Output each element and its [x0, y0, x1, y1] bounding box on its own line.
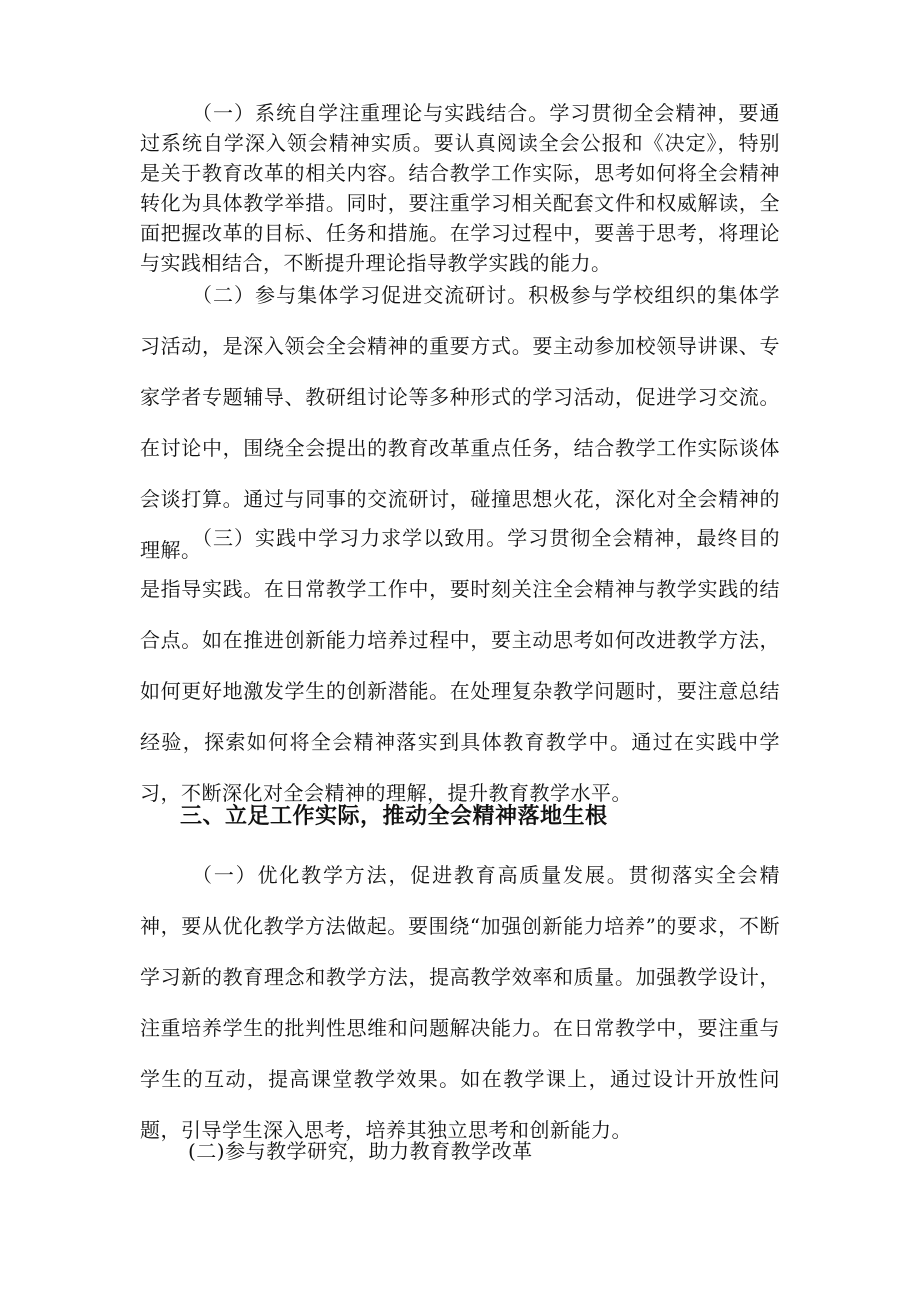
- paragraph-self-study: （一）系统自学注重理论与实践结合。学习贯彻全会精神，要通过系统自学深入领会精神实质。要认真阅读全会公报和《决定》，特别是关于教育改革的相关内容。结合教学工作实际，思考如何将全会精神转化为具体教学举措。同时，要注重学习相关配套文件和权威解读，全面把握改革的目标、任务和措施。在学习过程中，要善于思考，将理论与实践相结合，不断提升理论指导教学实践的能力。: [140, 101, 780, 275]
- paragraph-practice: （三）实践中学习力求学以致用。学习贯彻全会精神，最终目的是指导实践。在日常教学工作中，要时刻关注全会精神与教学实践的结合点。如在推进创新能力培养过程中，要主动思考如何改进教学方法，如何更好地激发学生的创新潜能。在处理复杂教学问题时，要注意总结经验，探索如何将全会精神落实到具体教育教学中。通过在实践中学习，不断深化对全会精神的理解，提升教育教学水平。: [140, 526, 780, 805]
- section-heading: 三、立足工作实际，推动全会精神落地生根: [180, 803, 608, 829]
- paragraph-group-study: （二）参与集体学习促进交流研讨。积极参与学校组织的集体学习活动，是深入领会全会精神的重要方式。要主动参加校领导讲课、专家学者专题辅导、教研组讨论等多种形式的学习活动，促进学习交流。在讨论中，围绕全会提出的教育改革重点任务，结合教学工作实际谈体会谈打算。通过与同事的交流研讨，碰撞思想火花，深化对全会精神的理解。: [140, 283, 780, 562]
- subheading-teaching-research: (二)参与教学研究，助力教育教学改革: [188, 1139, 533, 1163]
- paragraph-optimize-teaching: （一）优化教学方法，促进教育高质量发展。贯彻落实全会精神，要从优化教学方法做起。要围绕“加强创新能力培养”的要求，不断学习新的教育理念和教学方法，提高教学效率和质量。加强教学设计，注重培养学生的批判性思维和问题解决能力。在日常教学中，要注重与学生的互动，提高课堂教学效果。如在教学课上，通过设计开放性问题，引导学生深入思考，培养其独立思考和创新能力。: [140, 863, 780, 1142]
